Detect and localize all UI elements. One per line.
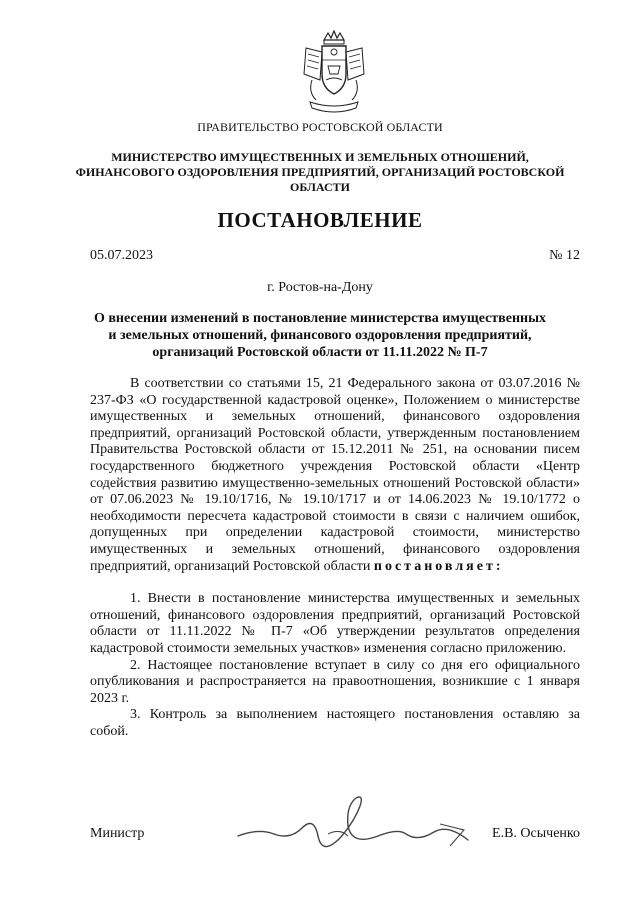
title-line: организаций Ростовской области от 11.11.2022 № П-7 xyxy=(152,345,488,360)
signatory-role: Министр xyxy=(90,826,145,841)
ministry-name xyxy=(60,150,580,195)
preamble-paragraph xyxy=(90,376,580,575)
ministry-name-line: ФИНАНСОВОГО ОЗДОРОВЛЕНИЯ ПРЕДПРИЯТИЙ, ОРГАНИЗАЦИЙ РОСТОВСКОЙ xyxy=(75,165,565,179)
item-paragraph-3: 3. Контроль за выполнением настоящего постановления оставляю за собой. xyxy=(90,707,580,739)
ministry-name-line: МИНИСТЕРСТВО ИМУЩЕСТВЕННЫХ И ЗЕМЕЛЬНЫХ ОТНОШЕНИЙ, xyxy=(111,150,529,164)
ministry-name-line: ОБЛАСТИ xyxy=(290,180,350,194)
resolves-word: постановляет: xyxy=(373,558,504,574)
title-line: О внесении изменений в постановление министерства имущественных xyxy=(93,311,547,326)
document-number: № 12 xyxy=(549,248,580,263)
item-paragraph-1: 1. Внести в постановление министерства имущественных и земельных отношений, финансового оздоровления предприятий, организаций Ростовской области от 11.11.2022 № П-7 «Об утверждении результатов определения кадастровой стоимости земельных участков» изменения согласно приложению. xyxy=(90,591,580,656)
government-name: ПРАВИТЕЛЬСТВО РОСТОВСКОЙ ОБЛАСТИ xyxy=(197,120,443,134)
document-city: г. Ростов-на-Дону xyxy=(267,280,373,295)
handwritten-signature xyxy=(228,776,488,886)
signatory-name: Е.В. Осыченко xyxy=(492,826,580,841)
document-body xyxy=(90,376,580,740)
document-type: ПОСТАНОВЛЕНИЕ xyxy=(217,208,423,232)
document-title xyxy=(60,310,580,361)
coat-of-arms-icon xyxy=(298,30,370,116)
document-date: 05.07.2023 xyxy=(90,248,153,263)
title-line: и земельных отношений, финансового оздоровления предприятий, xyxy=(108,328,532,343)
preamble-text: В соответствии со статьями 15, 21 Федерального закона от 03.07.2016 № 237-ФЗ «О государственной кадастровой оценке», Положением о министерстве имущественных и земельных отношений, финансового оздоровления предприятий, организаций Ростовской области, утвержденным постановлением Правительства Ростовской области от 15.12.2011 № 251, на основании писем государственного бюджетного учреждения Ростовской области «Центр содействия развитию имущественно-земельных отношений Ростовской области» от 07.06.2023 № 19.10/1716, № 19.10/1717 и от 14.06.2023 № 19.10/1772 о необходимости пересчета кадастровой стоимости в связи с наличием ошибок, допущенных при определении кадастровой стоимости, министерство имущественных и земельных отношений, финансового оздоровления предприятий, организаций Ростовской области xyxy=(90,376,580,574)
item-paragraph-2: 2. Настоящее постановление вступает в силу со дня его официального опубликования и распространяется на правоотношения, возникшие с 1 января 2023 г. xyxy=(90,657,580,706)
